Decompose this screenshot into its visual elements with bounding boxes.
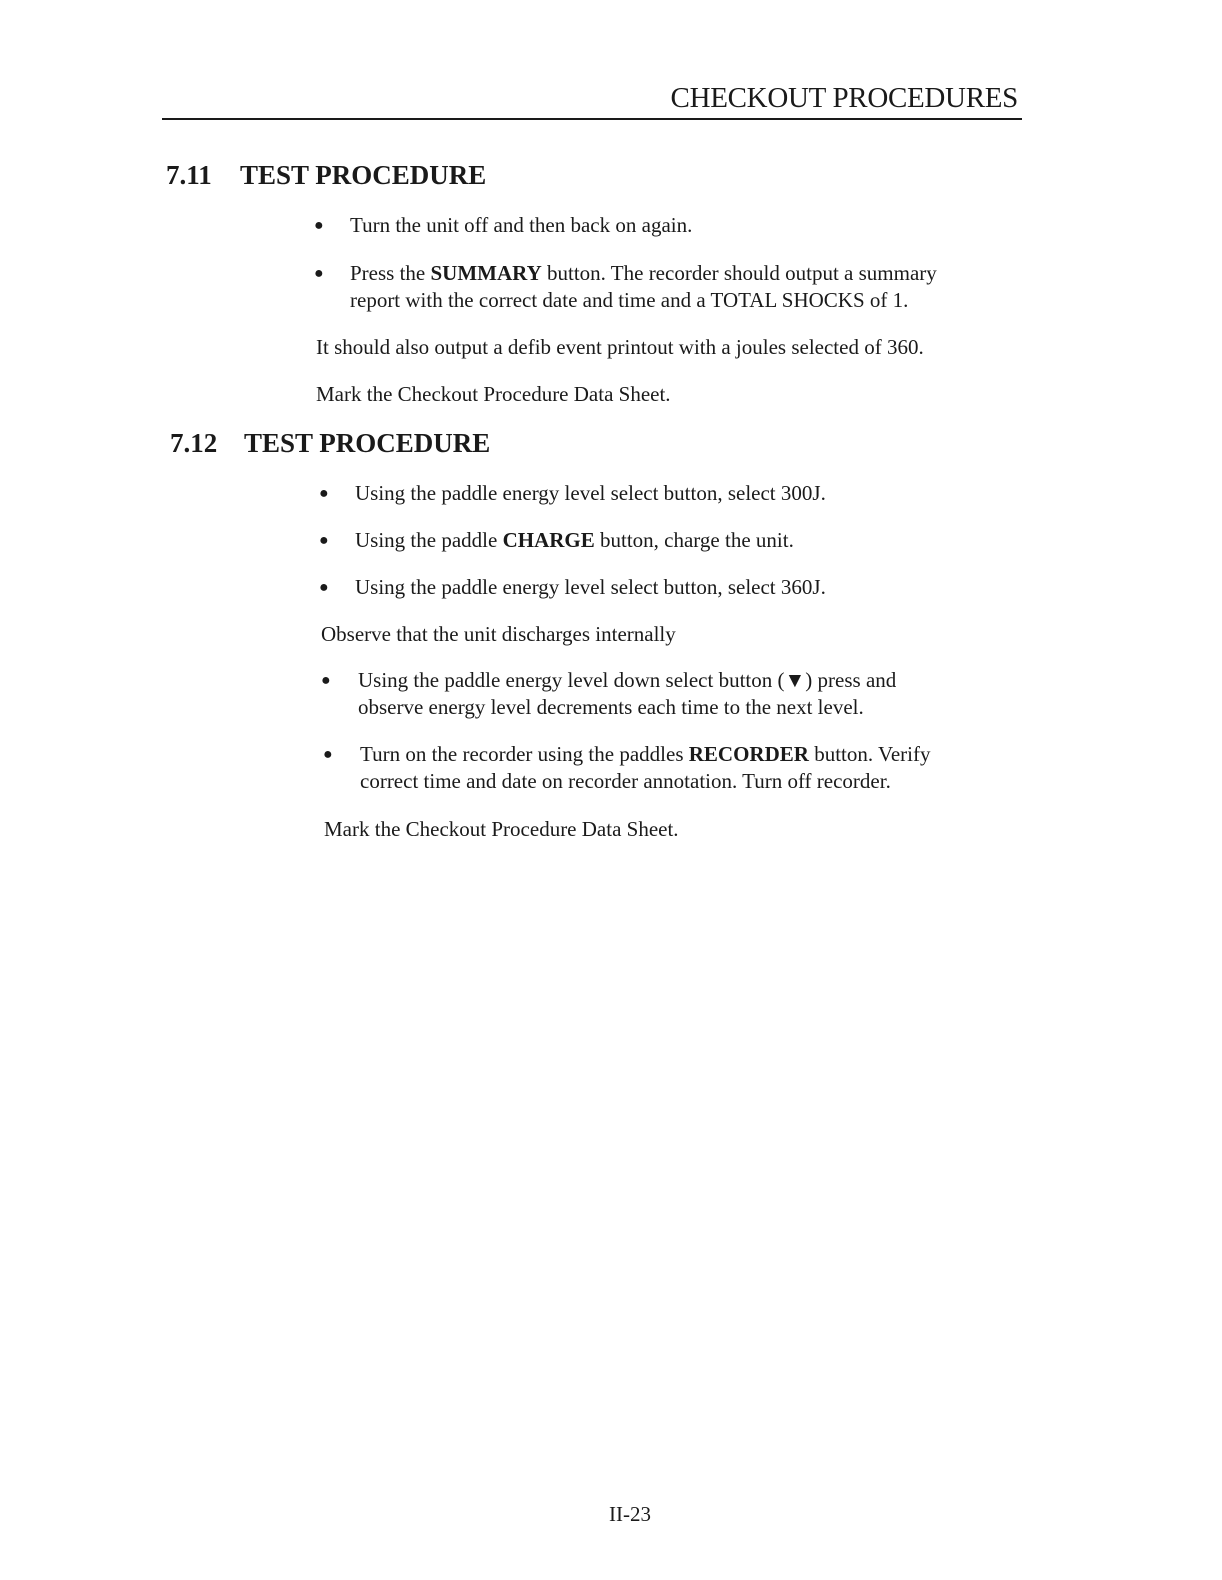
list-item-text: Using the paddle energy level down select button (▼) press and observe energy level decrements each time to the next level. — [358, 668, 897, 719]
bullet-icon: ● — [319, 532, 329, 549]
running-header: CHECKOUT PROCEDURES — [670, 82, 1018, 114]
section-number: 7.11 — [166, 160, 212, 190]
section-heading-7-11 — [166, 160, 487, 191]
recorder-keyword: RECORDER — [688, 742, 809, 766]
bullet-icon: ● — [319, 579, 329, 596]
charge-keyword: CHARGE — [502, 528, 595, 552]
list-item-text: Press the SUMMARY button. The recorder should output a summary report with the correct date and time and a TOTAL SHOCKS of 1. — [350, 261, 937, 312]
section-title: TEST PROCEDURE — [240, 160, 487, 190]
list-item-text: Using the paddle CHARGE button, charge the unit. — [355, 528, 794, 552]
list-item-text: Using the paddle energy level select button, select 300J. — [355, 481, 826, 505]
section-number: 7.12 — [170, 428, 218, 458]
summary-keyword: SUMMARY — [430, 261, 542, 285]
paragraph: Mark the Checkout Procedure Data Sheet. — [316, 382, 671, 406]
bullet-icon: ● — [321, 672, 331, 689]
bullet-icon: ● — [314, 265, 324, 282]
paragraph: Mark the Checkout Procedure Data Sheet. — [324, 817, 679, 841]
bullet-icon: ● — [314, 217, 324, 234]
bullet-icon: ● — [323, 746, 333, 763]
section-heading-7-12 — [170, 428, 491, 459]
paragraph: Observe that the unit discharges internally — [321, 622, 676, 646]
list-item-text: Using the paddle energy level select button, select 360J. — [355, 575, 826, 599]
list-item-text: Turn the unit off and then back on again. — [350, 213, 693, 237]
page-number: II-23 — [609, 1502, 651, 1526]
paragraph: It should also output a defib event printout with a joules selected of 360. — [316, 335, 924, 359]
header-rule — [162, 118, 1022, 120]
list-item-text: Turn on the recorder using the paddles RECORDER button. Verify correct time and date on recorder annotation. Turn off recorder. — [360, 742, 931, 793]
bullet-icon: ● — [319, 485, 329, 502]
section-title: TEST PROCEDURE — [244, 428, 491, 458]
